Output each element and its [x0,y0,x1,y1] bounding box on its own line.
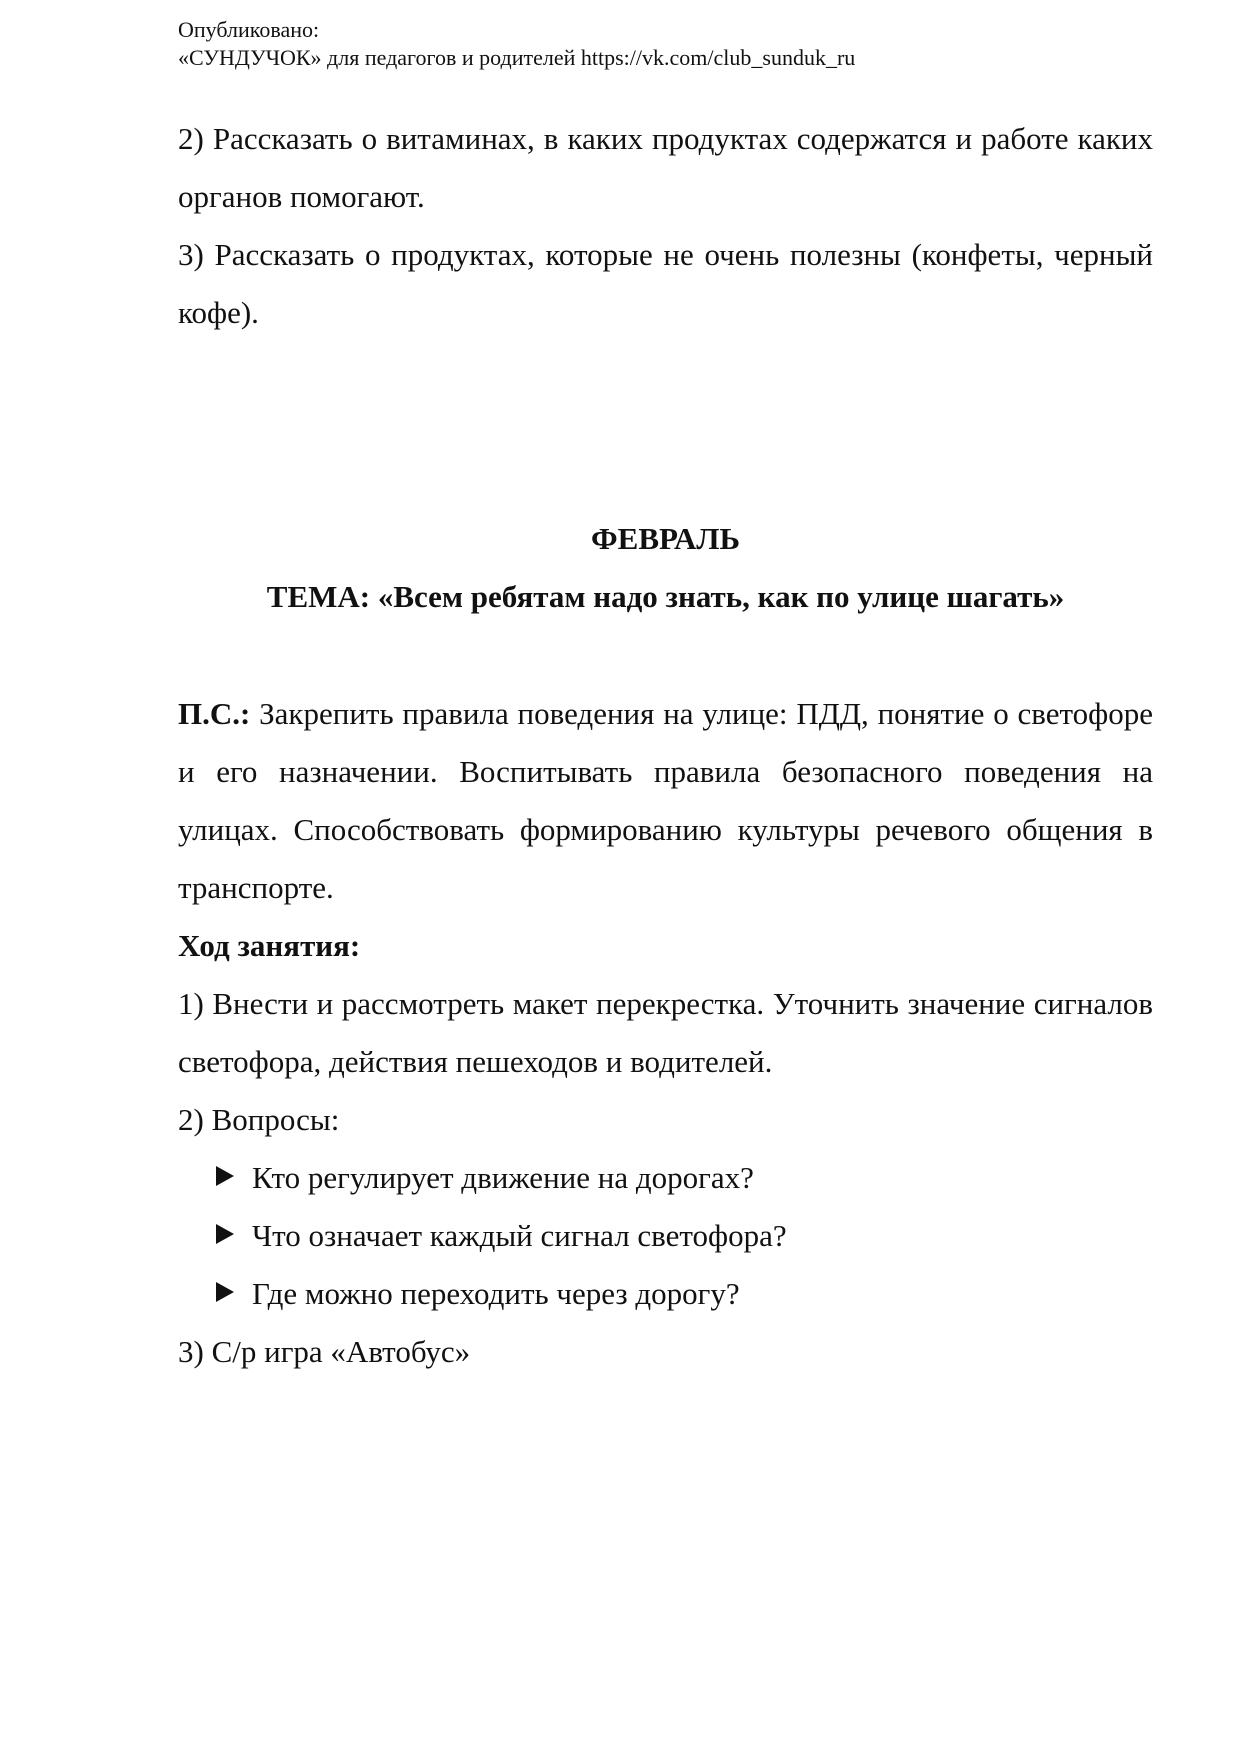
ps-text: Закрепить правила поведения на улице: ПДД, понятие о светофоре и его назначении. Воспитывать правила безопасного поведения на улицах. Способствовать формированию культуры речевого общения в транспорте. [178,696,1153,905]
course-heading: Ход занятия: [178,928,361,963]
theme-heading: ТЕМА: «Всем ребятам надо знать, как по улице шагать» [266,579,1065,614]
intro-block [178,110,1153,342]
header-source-line: «СУНДУЧОК» для педагогов и родителей https://vk.com/club_sunduk_ru [178,45,856,70]
intro-item-3: 3) Рассказать о продуктах, которые не очень полезны (конфеты, черный кофе). [178,237,1153,330]
header-published-label: Опубликовано: [178,17,320,42]
publication-header [178,16,855,72]
arrowhead-bullet-icon [216,1166,234,1186]
step-1: 1) Внести и рассмотреть макет перекрестка. Уточнить значение сигналов светофора, действия пешеходов и водителей. [178,986,1153,1079]
lesson-block [178,685,1153,1381]
question-text: Кто регулирует движение на дорогах? [252,1160,754,1195]
list-item [178,1207,1153,1265]
intro-item-2: 2) Рассказать о витаминах, в каких продуктах содержатся и работе каких органов помогают. [178,121,1153,214]
question-text: Что означает каждый сигнал светофора? [252,1218,787,1253]
step-2: 2) Вопросы: [178,1102,340,1137]
ps-label: П.С.: [178,696,251,731]
list-item [178,1265,1153,1323]
questions-list [178,1149,1153,1323]
arrowhead-bullet-icon [216,1224,234,1244]
list-item [178,1149,1153,1207]
question-text: Где можно переходить через дорогу? [252,1276,740,1311]
month-heading: ФЕВРАЛЬ [591,521,740,556]
step-3: 3) С/р игра «Автобус» [178,1334,471,1369]
ps-paragraph [178,685,1153,917]
arrowhead-bullet-icon [216,1282,234,1302]
